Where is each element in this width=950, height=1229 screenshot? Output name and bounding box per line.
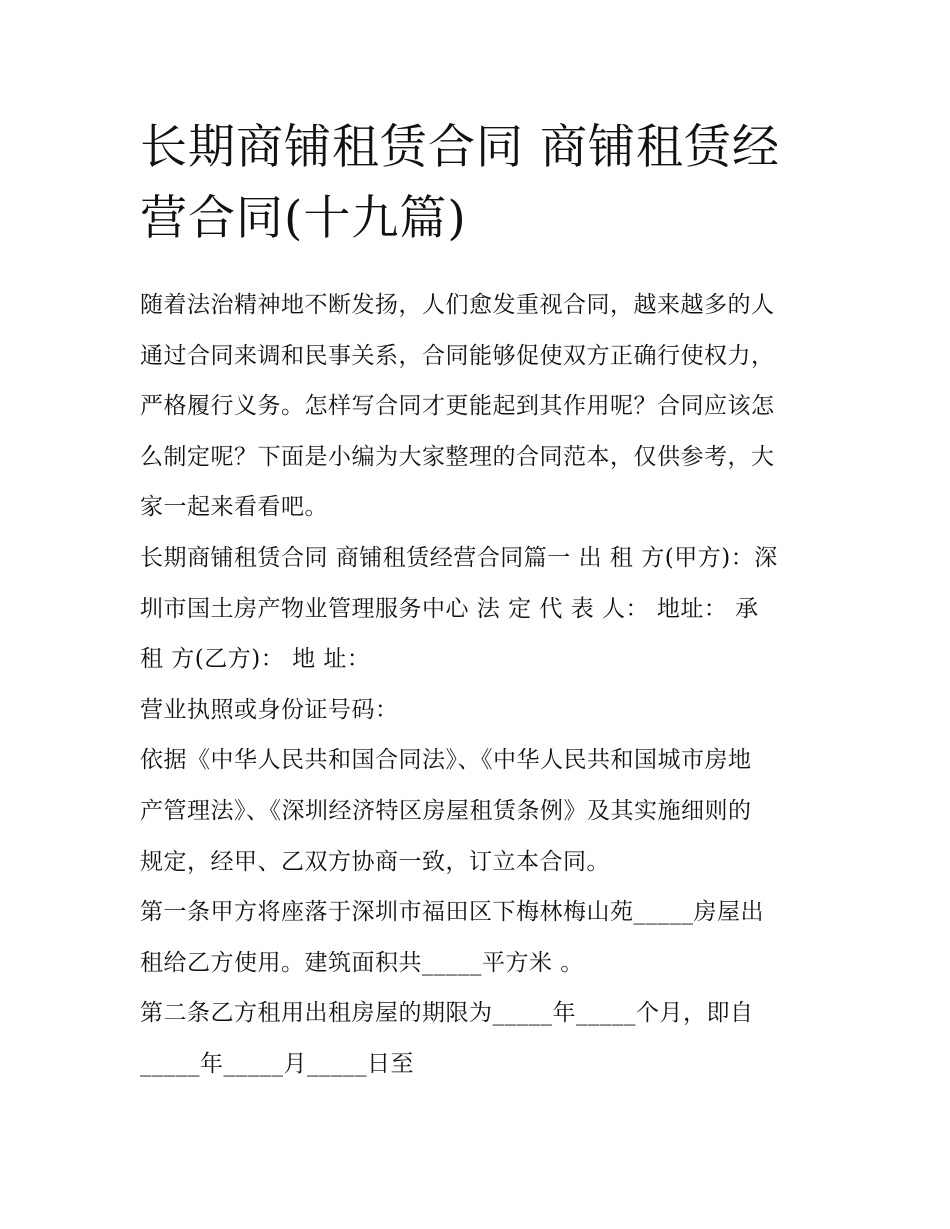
text-line: 产管理法》、《深圳经济特区房屋租赁条例》及其实施细则的 bbox=[140, 797, 752, 824]
parties-paragraph bbox=[140, 533, 830, 685]
document-title bbox=[140, 112, 840, 254]
text-line: 长期商铺租赁合同 商铺租赁经营合同篇一 出 租 方(甲方)：深 bbox=[140, 544, 778, 571]
text-line: _____年_____月_____日至 bbox=[140, 1050, 414, 1077]
text-line: 租 方(乙方)： 地 址： bbox=[140, 646, 371, 673]
intro-paragraph bbox=[140, 280, 830, 533]
text-line: 通过合同来调和民事关系，合同能够促使双方正确行使权力， bbox=[140, 342, 775, 369]
text-line: 家一起来看看吧。 bbox=[140, 494, 328, 521]
legal-basis-paragraph bbox=[140, 735, 830, 887]
license-paragraph bbox=[140, 685, 830, 736]
text-line: 随着法治精神地不断发扬，人们愈发重视合同，越来越多的人 bbox=[140, 292, 775, 318]
article-one-paragraph bbox=[140, 887, 830, 988]
text-line: 圳市国土房产物业管理服务中心 法 定 代 表 人： 地址： 承 bbox=[140, 595, 759, 622]
text-line: 么制定呢？下面是小编为大家整理的合同范本，仅供参考，大 bbox=[140, 443, 775, 470]
text-line: 严格履行义务。怎样写合同才更能起到其作用呢？合同应该怎 bbox=[140, 393, 775, 420]
text-line: 营业执照或身份证号码： bbox=[140, 696, 399, 723]
text-line: 第二条乙方租用出租房屋的期限为_____年_____个月，即自 bbox=[140, 1000, 754, 1027]
title-line: 长期商铺租赁合同 商铺租赁经 bbox=[140, 120, 780, 175]
text-line: 租给乙方使用。建筑面积共_____平方米 。 bbox=[140, 949, 584, 976]
text-line: 规定，经甲、乙双方协商一致，订立本合同。 bbox=[140, 848, 610, 875]
title-line: 营合同(十九篇) bbox=[140, 191, 467, 246]
text-line: 依据《中华人民共和国合同法》、《中华人民共和国城市房地 bbox=[140, 747, 752, 774]
article-two-paragraph bbox=[140, 988, 830, 1089]
document-body bbox=[140, 280, 830, 1090]
text-line: 第一条甲方将座落于深圳市福田区下梅林梅山苑_____房屋出 bbox=[140, 899, 764, 926]
